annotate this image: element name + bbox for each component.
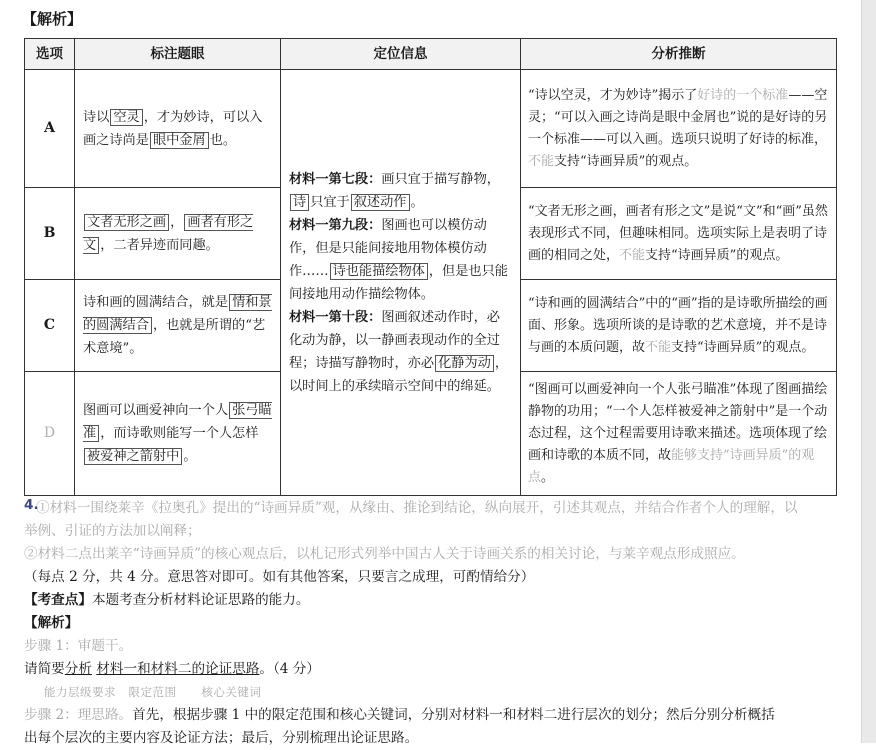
highlight-c: 诗和画的圆满结合，就是 情和景的圆满结合 ，也就是所谓的“艺术意境”。 — [75, 280, 281, 372]
location-para-9: 材料一第九段：图画也可以模仿动作，但是只能间接地用物体模仿动作…… 诗也能描绘物体 ，但是也只能间接地用动作描绘物体。 — [289, 217, 508, 302]
highlight-d: 图画可以画爱神向一个人 张弓瞄准 ，而诗歌则能写一个人怎样被爱神之箭射中 。 — [75, 372, 281, 496]
analysis-subheader: 【解析】 — [24, 615, 79, 631]
step-2: 步骤 2：理思路。首先，根据步骤 1 中的限定范围和核心关键词，分别对材料一和材料二进行层次的划分；然后分别分析概括 — [24, 707, 775, 723]
stem-annotations: 能力层级要求 限定范围 核心关键词 — [44, 685, 262, 699]
location-para-10: 材料一第十段：图画叙述动作时，必化动为静，以一静画表现动作的全过程；诗描写静物时，亦必 化静为动 ，以时间上的承续暗示空间中的绵延。 — [289, 309, 508, 394]
analysis-d: “图画可以画爱神向一个人张弓瞄准”体现了图画描绘静物的功用；“一个人怎样被爱神之箭射中”是一个动态过程，这个过程需要用诗歌来描述。选项体现了绘画和诗歌的本质不同，故能够支持“诗画异质”的观点。 — [521, 372, 837, 496]
location-info — [281, 70, 521, 496]
analysis-a: “诗以空灵，才为妙诗”揭示了好诗的一个标准——空灵；“可以入画之诗尚是眼中金屑也”说的是好诗的另一个标准——可以入画。选项只说明了好诗的标准，不能支持“诗画异质”的观点。 — [521, 70, 837, 188]
answer-section — [24, 497, 840, 750]
answer-point-1-cont: 举例、引证的方法加以阐释； — [24, 523, 201, 539]
location-para-7: 材料一第七段：画只宜于描写静物，诗 只宜于 叙述动作 。 — [289, 171, 500, 210]
scoring-note: （每点 2 分，共 4 分。意思答对即可。如有其他答案，只要言之成理，可酌情给分） — [24, 569, 535, 585]
highlight-a: 诗以 空灵 ，才为妙诗，可以入画之诗尚是 眼中金屑 也。 — [75, 70, 281, 188]
table-header-row — [25, 39, 837, 70]
answer-point-1: ①材料一围绕莱辛《拉奥孔》提出的“诗画异质”观，从缘由、推论到结论，纵向展开，引述其观点，并结合作者个人的理解，以 — [36, 500, 798, 516]
col-header-highlight: 标注题眼 — [75, 39, 281, 70]
analysis-c: “诗和画的圆满结合”中的“画”指的是诗歌所描绘的画面、形象。选项所谈的是诗歌的艺术意境，并不是诗与画的本质问题，故不能支持“诗画异质”的观点。 — [521, 280, 837, 372]
page-edge — [861, 0, 876, 743]
exam-point: 【考查点】本题考查分析材料论证思路的能力。 — [24, 592, 310, 608]
analysis-table — [24, 38, 837, 496]
col-header-location: 定位信息 — [281, 39, 521, 70]
step-1: 步骤 1：审题干。 — [24, 638, 133, 654]
option-d: D — [25, 372, 75, 496]
answer-point-2: ②材料二点出莱辛“诗画异质”的核心观点后，以札记形式列举中国古人关于诗画关系的相关讨论，与莱辛观点形成照应。 — [24, 546, 745, 562]
option-b: B — [25, 188, 75, 280]
analysis-b: “文者无形之画，画者有形之文”是说“文”和“画”虽然表现形式不同，但趣味相同。选项实际上是表明了诗画的相同之处，不能支持“诗画异质”的观点。 — [521, 188, 837, 280]
question-stem: 请简要分析 材料一和材料二的论证思路。（4 分） — [24, 661, 320, 677]
col-header-analysis: 分析推断 — [521, 39, 837, 70]
highlight-b: 文者无形之画 ， 画者有形之文 ，二者异迹而同趣。 — [75, 188, 281, 280]
analysis-header: 【解析】 — [22, 10, 83, 28]
option-c: C — [25, 280, 75, 372]
question-number: 4. — [24, 497, 39, 513]
col-header-option: 选项 — [25, 39, 75, 70]
step-2-cont: 出每个层次的主要内容及论证方法；最后，分别梳理出论证思路。 — [24, 730, 419, 746]
table-row — [25, 70, 837, 188]
option-a: A — [25, 70, 75, 188]
